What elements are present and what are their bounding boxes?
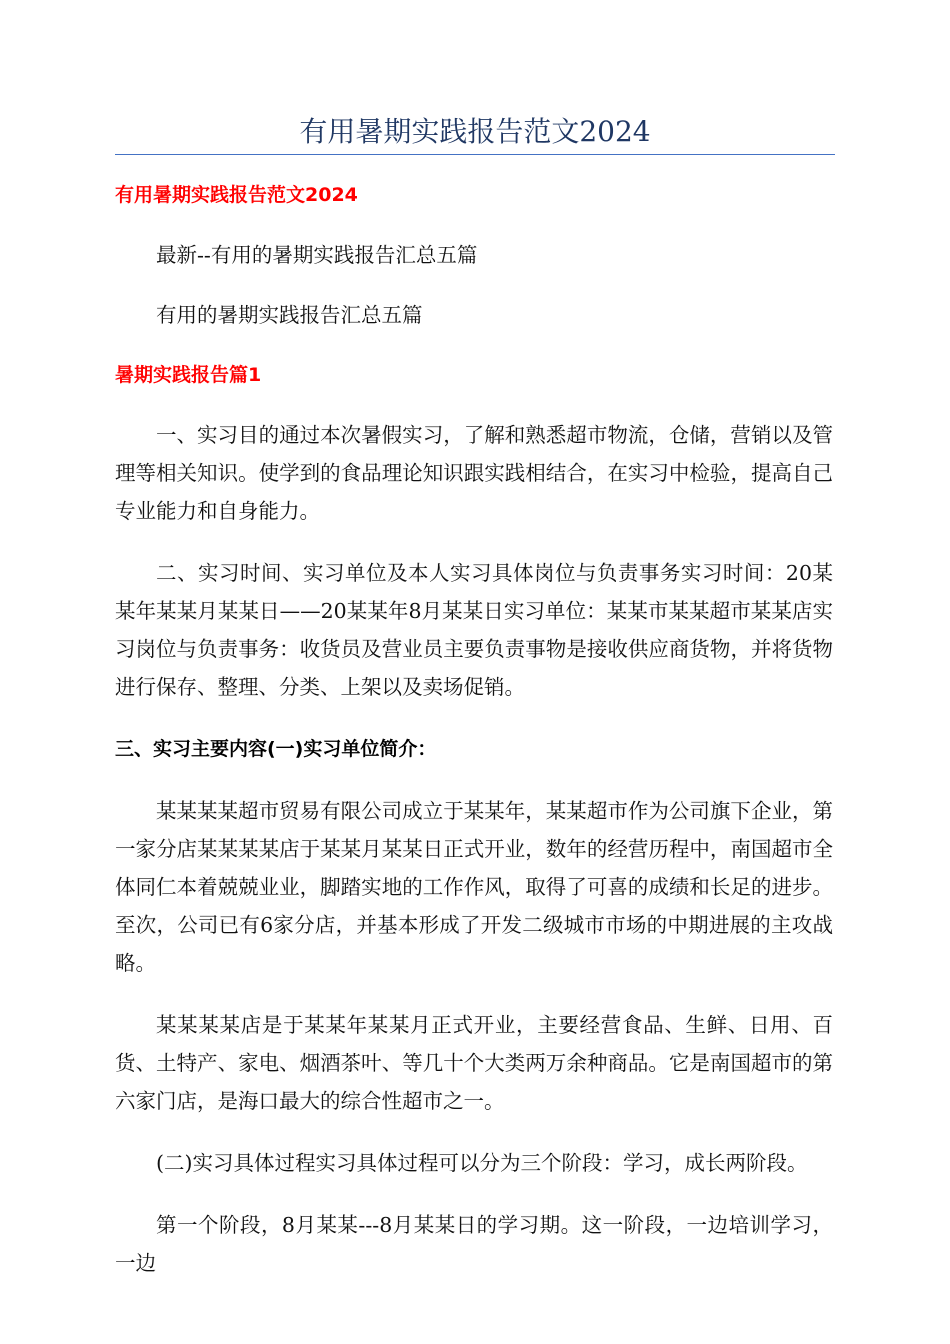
document-body — [115, 176, 833, 1282]
section-heading: 暑期实践报告篇1 — [115, 364, 262, 386]
subheading-3: 三、实习主要内容(一)实习单位简介： — [115, 738, 437, 760]
paragraph-4: 某某某某店是于某某年某某月正式开业，主要经营食品、生鲜、日用、百货、土特产、家电、烟酒茶叶、等几十个大类两万余种商品。它是南国超市的第六家门店，是海口最大的综合性超市之一。 — [115, 1013, 833, 1113]
intro-line-1: 最新--有用的暑期实践报告汇总五篇 — [156, 243, 478, 267]
paragraph-6: 第一个阶段，8月某某---8月某某日的学习期。这一阶段，一边培训学习，一边 — [115, 1213, 833, 1275]
document-title: 有用暑期实践报告范文2024 — [299, 115, 651, 148]
main-heading: 有用暑期实践报告范文2024 — [115, 184, 358, 206]
paragraph-3: 某某某某超市贸易有限公司成立于某某年，某某超市作为公司旗下企业，第一家分店某某某某店于某某月某某日正式开业，数年的经营历程中，南国超市全体同仁本着兢兢业业，脚踏实地的工作作风，取得了可喜的成绩和长足的进步。至次，公司已有6家分店，并基本形成了开发二级城市市场的中期进展的主攻战略。 — [115, 799, 833, 975]
paragraph-5: (二)实习具体过程实习具体过程可以分为三个阶段：学习，成长两阶段。 — [156, 1151, 808, 1175]
paragraph-2: 二、实习时间、实习单位及本人实习具体岗位与负责事务实习时间：20某某年某某月某某日——20某某年8月某某日实习单位：某某市某某超市某某店实习岗位与负责事务：收货员及营业员主要负责事物是接收供应商货物，并将货物进行保存、整理、分类、上架以及卖场促销。 — [115, 561, 833, 699]
title-underline — [115, 154, 835, 155]
paragraph-1: 一、实习目的通过本次暑假实习，了解和熟悉超市物流，仓储，营销以及管理等相关知识。使学到的食品理论知识跟实践相结合，在实习中检验，提高自己专业能力和自身能力。 — [115, 423, 833, 523]
intro-line-2: 有用的暑期实践报告汇总五篇 — [156, 303, 423, 327]
